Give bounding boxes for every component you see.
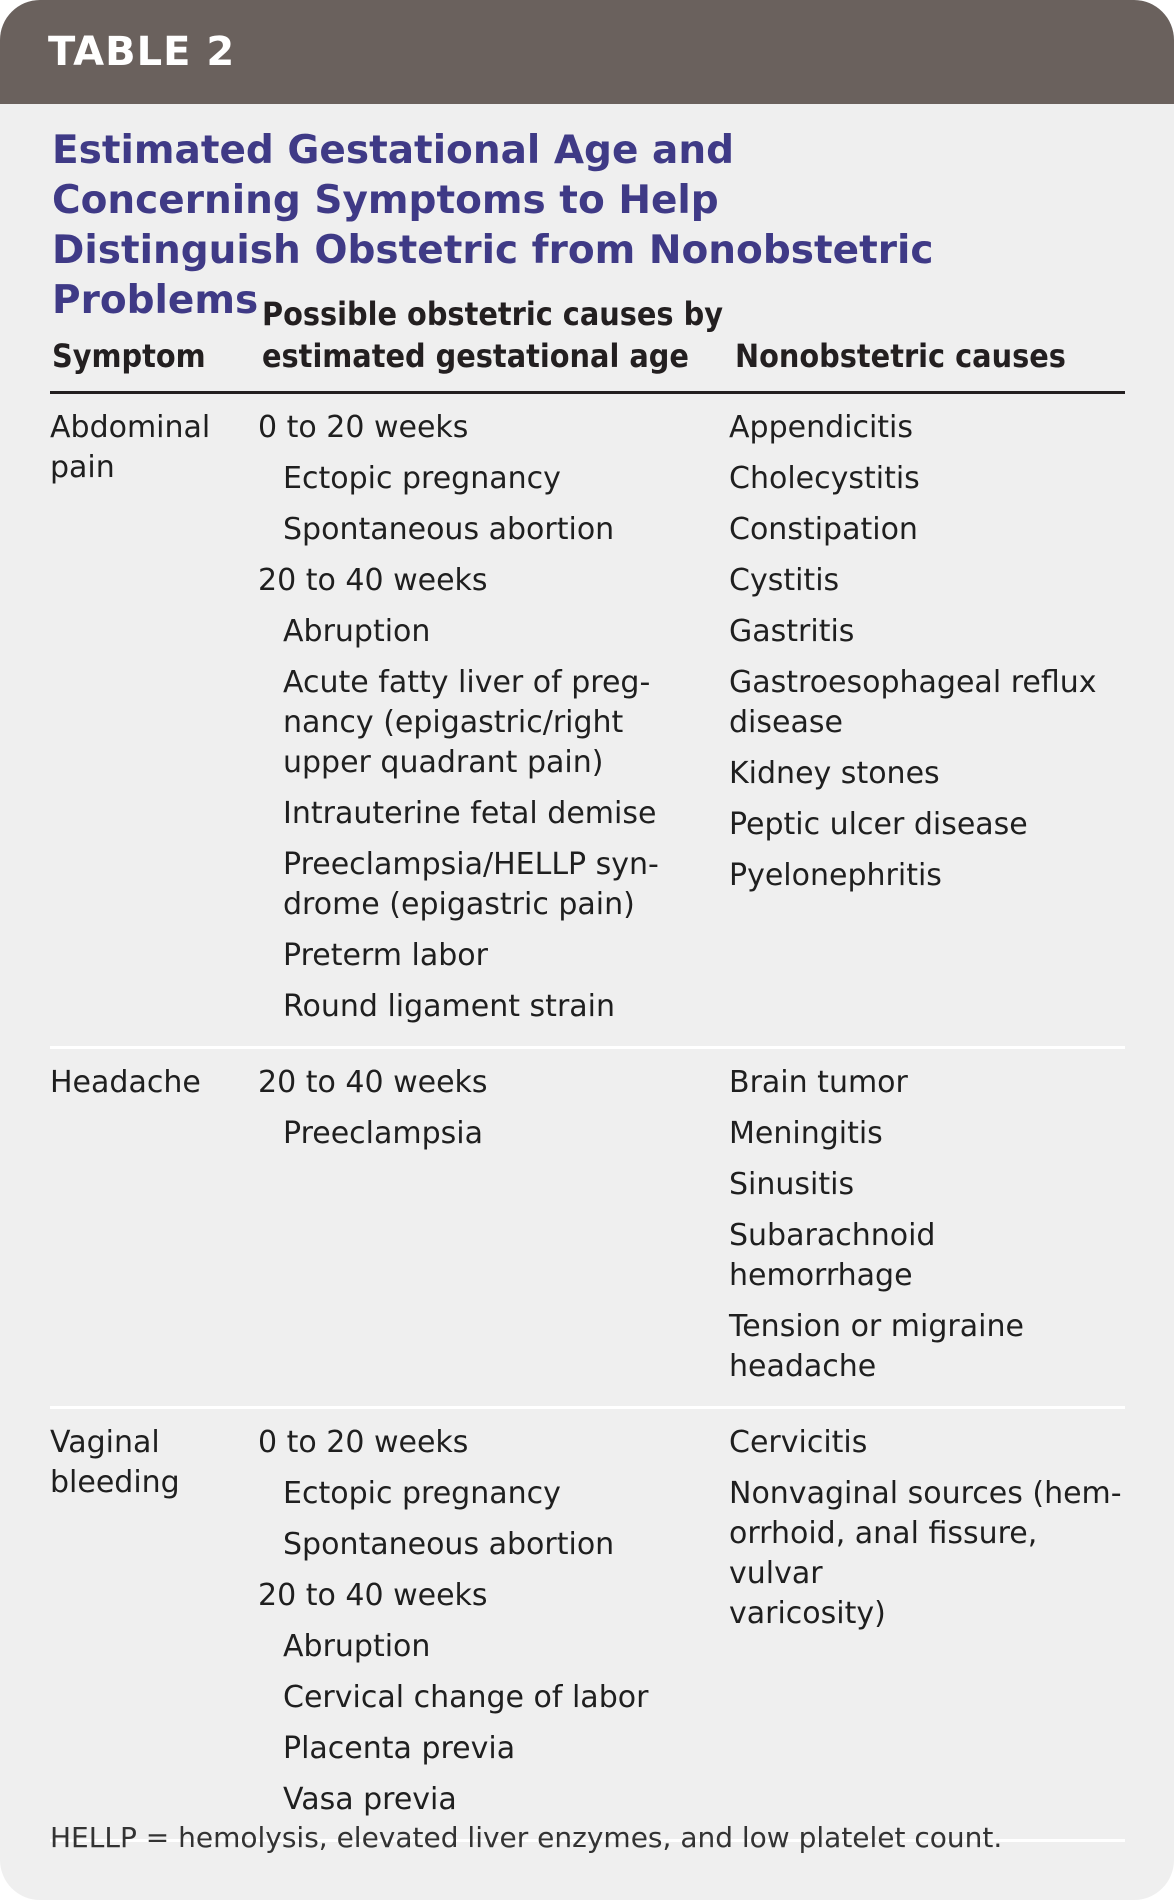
nonobstetric-cause: Peptic ulcer disease [729, 807, 1028, 842]
obstetric-causes-cell [258, 1423, 729, 1831]
obstetric-cause: Acute fatty liver of preg- nancy (epigastric/right upper quadrant pain) [283, 665, 651, 780]
obstetric-causes-cell [258, 408, 729, 1038]
symptom-label-line1: Headache [50, 1065, 201, 1100]
data-table [50, 290, 1125, 1842]
table-title: Estimated Gestational Age and Concerning Symptoms to Help Distinguish Obstetric from Nonobstetric Problems [52, 128, 934, 323]
obstetric-cause: Preeclampsia [283, 1116, 483, 1151]
table-footnote: HELLP = hemolysis, elevated liver enzymes, and low platelet count. [50, 1821, 1003, 1854]
obstetric-cause: Ectopic pregnancy [283, 1476, 561, 1511]
symptom-cell [50, 408, 258, 1038]
nonobstetric-cause: Pyelonephritis [729, 858, 942, 893]
symptom-cell [50, 1423, 258, 1831]
nonobstetric-cause: Gastroesophageal reflux disease [729, 665, 1097, 740]
nonobstetric-cause: Appendicitis [729, 410, 914, 445]
gestational-age-range: 20 to 40 weeks [258, 1065, 488, 1100]
obstetric-cause: Vasa previa [283, 1782, 457, 1817]
symptom-label-line1: Abdominal [50, 410, 211, 445]
table-row-headache [50, 1049, 1125, 1409]
obstetric-cause: Intrauterine fetal demise [283, 796, 657, 831]
nonobstetric-cause: Kidney stones [729, 756, 940, 791]
column-header-nonobstetric: Nonobstetric causes [735, 337, 1066, 375]
obstetric-cause: Abruption [283, 1629, 431, 1664]
nonobstetric-causes-cell [729, 1063, 1125, 1398]
nonobstetric-cause: Cholecystitis [729, 461, 920, 496]
table-label: TABLE 2 [48, 29, 236, 75]
nonobstetric-cause: Subarachnoid hemorrhage [729, 1218, 936, 1293]
table-header-bar [0, 0, 1174, 104]
column-header-obstetric-line2: estimated gestational age [262, 337, 689, 375]
nonobstetric-cause: Sinusitis [729, 1167, 855, 1202]
table-column-headers [50, 290, 1125, 394]
nonobstetric-cause: Constipation [729, 512, 918, 547]
column-header-obstetric-line1: Possible obstetric causes by [262, 295, 723, 333]
obstetric-cause: Ectopic pregnancy [283, 461, 561, 496]
nonobstetric-causes-cell [729, 1423, 1125, 1831]
nonobstetric-cause: Tension or migraine headache [729, 1309, 1024, 1384]
nonobstetric-cause: Gastritis [729, 614, 855, 649]
obstetric-cause: Spontaneous abortion [283, 1527, 615, 1562]
nonobstetric-cause: Cervicitis [729, 1425, 868, 1460]
obstetric-cause: Cervical change of labor [283, 1680, 649, 1715]
table-row-abdominal-pain [50, 394, 1125, 1049]
gestational-age-range: 20 to 40 weeks [258, 1578, 488, 1613]
symptom-cell [50, 1063, 258, 1398]
gestational-age-range: 20 to 40 weeks [258, 563, 488, 598]
obstetric-cause: Placenta previa [283, 1731, 516, 1766]
column-header-symptom: Symptom [52, 337, 206, 375]
obstetric-cause: Preeclampsia/HELLP syn- drome (epigastric pain) [283, 847, 659, 922]
obstetric-cause: Preterm labor [283, 938, 488, 973]
obstetric-cause: Abruption [283, 614, 431, 649]
obstetric-causes-cell [258, 1063, 729, 1398]
nonobstetric-cause: Brain tumor [729, 1065, 908, 1100]
symptom-label-line2: bleeding [50, 1465, 180, 1500]
gestational-age-range: 0 to 20 weeks [258, 410, 469, 445]
obstetric-cause: Round ligament strain [283, 989, 616, 1024]
gestational-age-range: 0 to 20 weeks [258, 1425, 469, 1460]
nonobstetric-cause: Cystitis [729, 563, 840, 598]
nonobstetric-causes-cell [729, 408, 1125, 1038]
nonobstetric-cause: Nonvaginal sources (hem- orrhoid, anal fissure, vulvar varicosity) [729, 1476, 1122, 1631]
obstetric-cause: Spontaneous abortion [283, 512, 615, 547]
symptom-label-line2: pain [50, 450, 115, 485]
column-header-obstetric [260, 293, 733, 377]
table-row-vaginal-bleeding [50, 1409, 1125, 1842]
symptom-label-line1: Vaginal [50, 1425, 160, 1460]
nonobstetric-cause: Meningitis [729, 1116, 883, 1151]
